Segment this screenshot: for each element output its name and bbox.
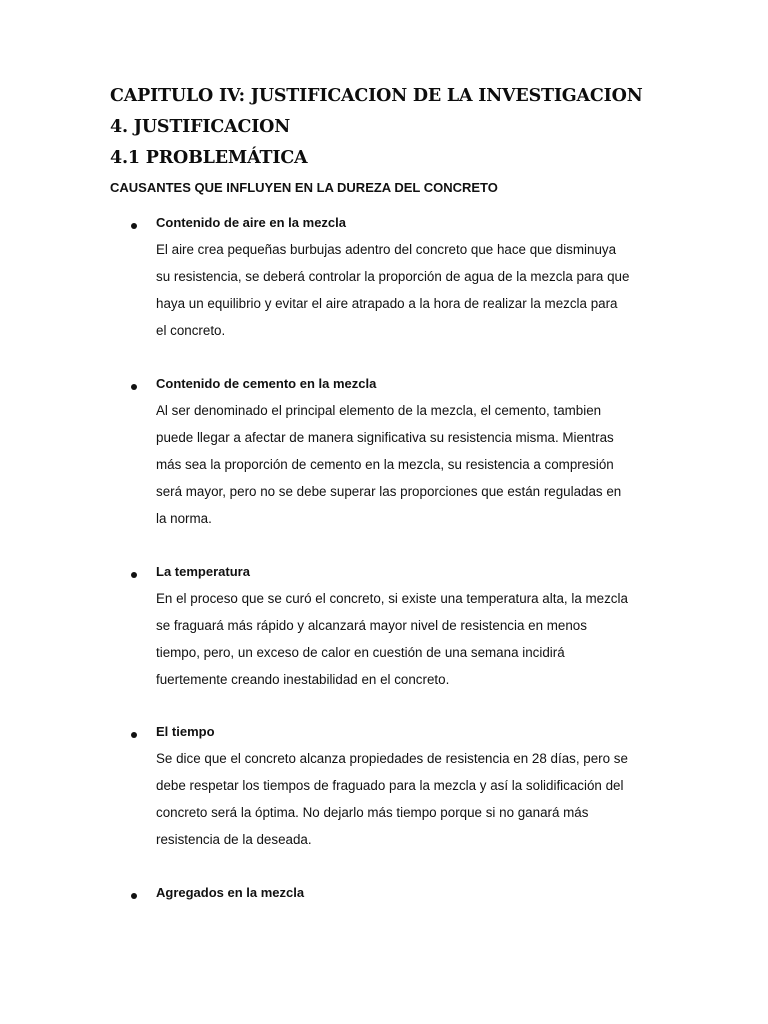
item-text-line: su resistencia, se deberá controlar la proporción de agua de la mezcla para que bbox=[156, 269, 630, 284]
item-text-line: tiempo, pero, un exceso de calor en cuestión de una semana incidirá bbox=[156, 645, 565, 660]
item-text-line: será mayor, pero no se debe superar las proporciones que están reguladas en bbox=[156, 484, 622, 499]
item-text-line: debe respetar los tiempos de fraguado para la mezcla y así la solidificación del bbox=[156, 778, 624, 793]
chapter-heading: CAPITULO IV: JUSTIFICACION DE LA INVESTIGACION bbox=[110, 86, 643, 106]
item-text-line: el concreto. bbox=[156, 323, 226, 338]
item-text-line: puede llegar a afectar de manera significativa su resistencia misma. Mientras bbox=[156, 430, 614, 445]
bullet-icon bbox=[131, 893, 137, 899]
causes-subheading: CAUSANTES QUE INFLUYEN EN LA DUREZA DEL CONCRETO bbox=[110, 180, 498, 195]
item-text-line: concreto será la óptima. No dejarlo más tiempo porque si no ganará más bbox=[156, 805, 589, 820]
subsection-heading: 4.1 PROBLEMÁTICA bbox=[110, 148, 308, 168]
item-title: Contenido de aire en la mezcla bbox=[156, 215, 346, 230]
item-title: Agregados en la mezcla bbox=[156, 885, 305, 900]
item-text-line: Se dice que el concreto alcanza propiedades de resistencia en 28 días, pero se bbox=[156, 751, 628, 766]
bullet-icon bbox=[131, 384, 137, 390]
bullet-icon bbox=[131, 572, 137, 578]
item-text-line: fuertemente creando inestabilidad en el concreto. bbox=[156, 672, 450, 687]
item-text-line: más sea la proporción de cemento en la mezcla, su resistencia a compresión bbox=[156, 457, 614, 472]
item-text-line: El aire crea pequeñas burbujas adentro del concreto que hace que disminuya bbox=[156, 242, 617, 257]
item-text-line: la norma. bbox=[156, 511, 212, 526]
item-title: Contenido de cemento en la mezcla bbox=[156, 376, 377, 391]
item-title: La temperatura bbox=[156, 564, 250, 579]
item-text-line: haya un equilibrio y evitar el aire atrapado a la hora de realizar la mezcla para bbox=[156, 296, 618, 311]
bullet-icon bbox=[131, 732, 137, 738]
item-title: El tiempo bbox=[156, 724, 215, 739]
item-text-line: Al ser denominado el principal elemento de la mezcla, el cemento, tambien bbox=[156, 403, 602, 418]
section-heading: 4. JUSTIFICACION bbox=[110, 117, 291, 137]
bullet-icon bbox=[131, 223, 137, 229]
item-text-line: resistencia de la deseada. bbox=[156, 832, 312, 847]
item-text-line: se fraguará más rápido y alcanzará mayor nivel de resistencia en menos bbox=[156, 618, 587, 633]
item-text-line: En el proceso que se curó el concreto, si existe una temperatura alta, la mezcla bbox=[156, 591, 628, 606]
